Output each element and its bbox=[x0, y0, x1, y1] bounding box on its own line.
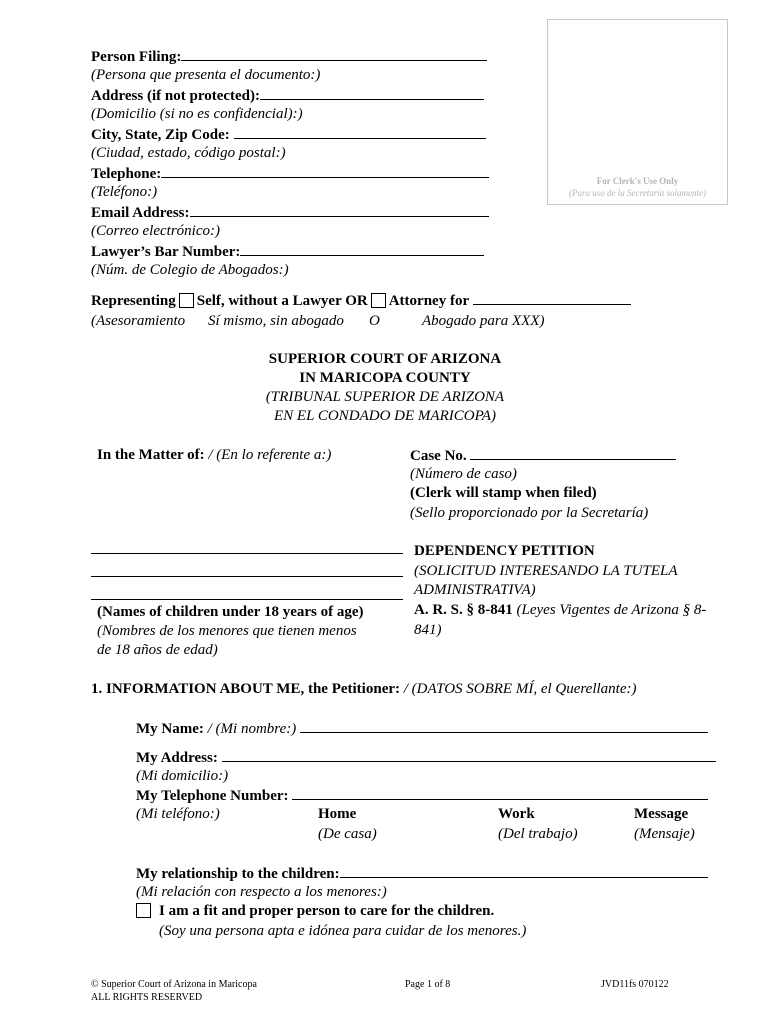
case-number-row bbox=[410, 446, 676, 466]
representing-es-or: O bbox=[369, 313, 380, 329]
matter-label-es: / (En lo referente a:) bbox=[208, 447, 332, 463]
relationship-es: (Mi relación con respecto a los menores:) bbox=[136, 884, 387, 900]
city-es: (Ciudad, estado, código postal:) bbox=[91, 145, 286, 161]
matter-row bbox=[97, 446, 331, 465]
my-name-label-es: / (Mi nombre:) bbox=[207, 721, 297, 737]
petition-title-es-2: ADMINISTRATIVA) bbox=[414, 582, 536, 598]
phone-work-es: (Del trabajo) bbox=[498, 826, 578, 842]
representing-es-attorney: Abogado para XXX) bbox=[422, 313, 545, 329]
my-name-row bbox=[136, 719, 708, 739]
bar-number-es: (Núm. de Colegio de Abogados:) bbox=[91, 262, 289, 278]
address-label: Address (if not protected): bbox=[91, 88, 261, 104]
city-field[interactable] bbox=[234, 125, 486, 139]
clerk-box-subtitle: (Para uso de la Secretaría solamente) bbox=[569, 188, 706, 198]
case-number-es: (Número de caso) bbox=[410, 466, 517, 482]
footer-form-code: JVD11fs 070122 bbox=[601, 979, 669, 990]
clerk-box-title: For Clerk's Use Only bbox=[596, 176, 679, 186]
fit-person-es: (Soy una persona apta e idónea para cuidar de los menores.) bbox=[159, 923, 527, 939]
person-filing-field[interactable] bbox=[181, 47, 487, 61]
representing-label: Representing bbox=[91, 293, 176, 309]
telephone-es: (Teléfono:) bbox=[91, 184, 158, 200]
statute-label: A. R. S. § 8-841 bbox=[414, 602, 513, 618]
children-label-es-1: (Nombres de los menores que tienen menos bbox=[97, 623, 357, 639]
city-label: City, State, Zip Code: bbox=[91, 127, 230, 143]
person-filing-label: Person Filing: bbox=[91, 49, 182, 65]
person-filing-row bbox=[91, 47, 487, 67]
matter-label: In the Matter of: bbox=[97, 447, 205, 463]
address-field[interactable] bbox=[260, 86, 484, 100]
my-name-label: My Name: bbox=[136, 721, 204, 737]
email-field[interactable] bbox=[190, 203, 489, 217]
clerk-stamp-note-es: (Sello proporcionado por la Secretaría) bbox=[410, 505, 649, 521]
court-name-es-line2: EN EL CONDADO DE MARICOPA) bbox=[274, 408, 496, 424]
my-phone-row bbox=[136, 786, 708, 806]
representing-row bbox=[91, 291, 631, 311]
person-filing-es: (Persona que presenta el documento:) bbox=[91, 67, 321, 83]
city-row bbox=[91, 125, 486, 145]
phone-message-label: Message bbox=[634, 806, 689, 822]
my-address-label: My Address: bbox=[136, 750, 218, 766]
relationship-field[interactable] bbox=[340, 864, 708, 878]
children-label-es-2: de 18 años de edad) bbox=[97, 642, 218, 658]
section1-title-es: / (DATOS SOBRE MÍ, el Querellante:) bbox=[403, 681, 637, 697]
email-row bbox=[91, 203, 489, 223]
bar-number-row bbox=[91, 242, 484, 262]
my-phone-label: My Telephone Number: bbox=[136, 788, 289, 804]
attorney-checkbox[interactable] bbox=[371, 293, 386, 308]
telephone-row bbox=[91, 164, 489, 184]
petition-title: DEPENDENCY PETITION bbox=[414, 543, 595, 559]
clerk-stamp-note: (Clerk will stamp when filed) bbox=[410, 485, 597, 501]
telephone-label: Telephone: bbox=[91, 166, 162, 182]
my-phone-es: (Mi teléfono:) bbox=[136, 806, 220, 822]
bar-number-label: Lawyer’s Bar Number: bbox=[91, 244, 241, 260]
clerk-use-box bbox=[547, 19, 728, 205]
statute-row bbox=[414, 601, 706, 620]
phone-work-label: Work bbox=[498, 806, 535, 822]
court-name-line2: IN MARICOPA COUNTY bbox=[299, 370, 471, 386]
fit-person-label: I am a fit and proper person to care for the children. bbox=[159, 903, 495, 919]
statute-es: (Leyes Vigentes de Arizona § 8- bbox=[516, 602, 707, 618]
petition-title-es-1: (SOLICITUD INTERESANDO LA TUTELA bbox=[414, 563, 678, 579]
court-name-es-line1: (TRIBUNAL SUPERIOR DE ARIZONA bbox=[265, 389, 505, 405]
email-es: (Correo electrónico:) bbox=[91, 223, 220, 239]
representing-es-label: (Asesoramiento bbox=[91, 313, 186, 329]
telephone-field[interactable] bbox=[161, 164, 489, 178]
child-name-line-2[interactable] bbox=[91, 576, 403, 577]
section1-title: 1. INFORMATION ABOUT ME, the Petitioner: bbox=[91, 681, 401, 697]
self-label: Self, without a Lawyer OR bbox=[196, 293, 368, 309]
address-es: (Domicilio (si no es confidencial):) bbox=[91, 106, 303, 122]
fit-person-row bbox=[136, 902, 494, 921]
section1-heading bbox=[91, 680, 637, 699]
email-label: Email Address: bbox=[91, 205, 190, 221]
my-address-es: (Mi domicilio:) bbox=[136, 768, 229, 784]
relationship-label: My relationship to the children: bbox=[136, 866, 340, 882]
footer-page-number: Page 1 of 8 bbox=[405, 979, 451, 990]
self-checkbox[interactable] bbox=[179, 293, 194, 308]
child-name-line-3[interactable] bbox=[91, 599, 403, 600]
child-name-line-1[interactable] bbox=[91, 553, 403, 554]
phone-home-es: (De casa) bbox=[318, 826, 377, 842]
phone-home-label: Home bbox=[318, 806, 357, 822]
court-name-line1: SUPERIOR COURT OF ARIZONA bbox=[268, 351, 502, 367]
address-row bbox=[91, 86, 484, 106]
footer-rights: ALL RIGHTS RESERVED bbox=[91, 992, 203, 1003]
footer-copyright: © Superior Court of Arizona in Maricopa bbox=[91, 979, 257, 990]
my-address-field[interactable] bbox=[222, 748, 716, 762]
representing-es-self: Sí mismo, sin abogado bbox=[208, 313, 344, 329]
my-address-row bbox=[136, 748, 716, 768]
bar-number-field[interactable] bbox=[240, 242, 484, 256]
phone-message-es: (Mensaje) bbox=[634, 826, 695, 842]
statute-es-2: 841) bbox=[414, 622, 442, 638]
case-number-label: Case No. bbox=[410, 448, 467, 464]
my-name-field[interactable] bbox=[300, 719, 708, 733]
children-label: (Names of children under 18 years of age) bbox=[97, 604, 364, 620]
relationship-row bbox=[136, 864, 708, 884]
fit-person-checkbox[interactable] bbox=[136, 903, 151, 918]
attorney-for-field[interactable] bbox=[473, 291, 631, 305]
case-number-field[interactable] bbox=[470, 446, 676, 460]
my-phone-field[interactable] bbox=[292, 786, 708, 800]
attorney-label: Attorney for bbox=[388, 293, 469, 309]
